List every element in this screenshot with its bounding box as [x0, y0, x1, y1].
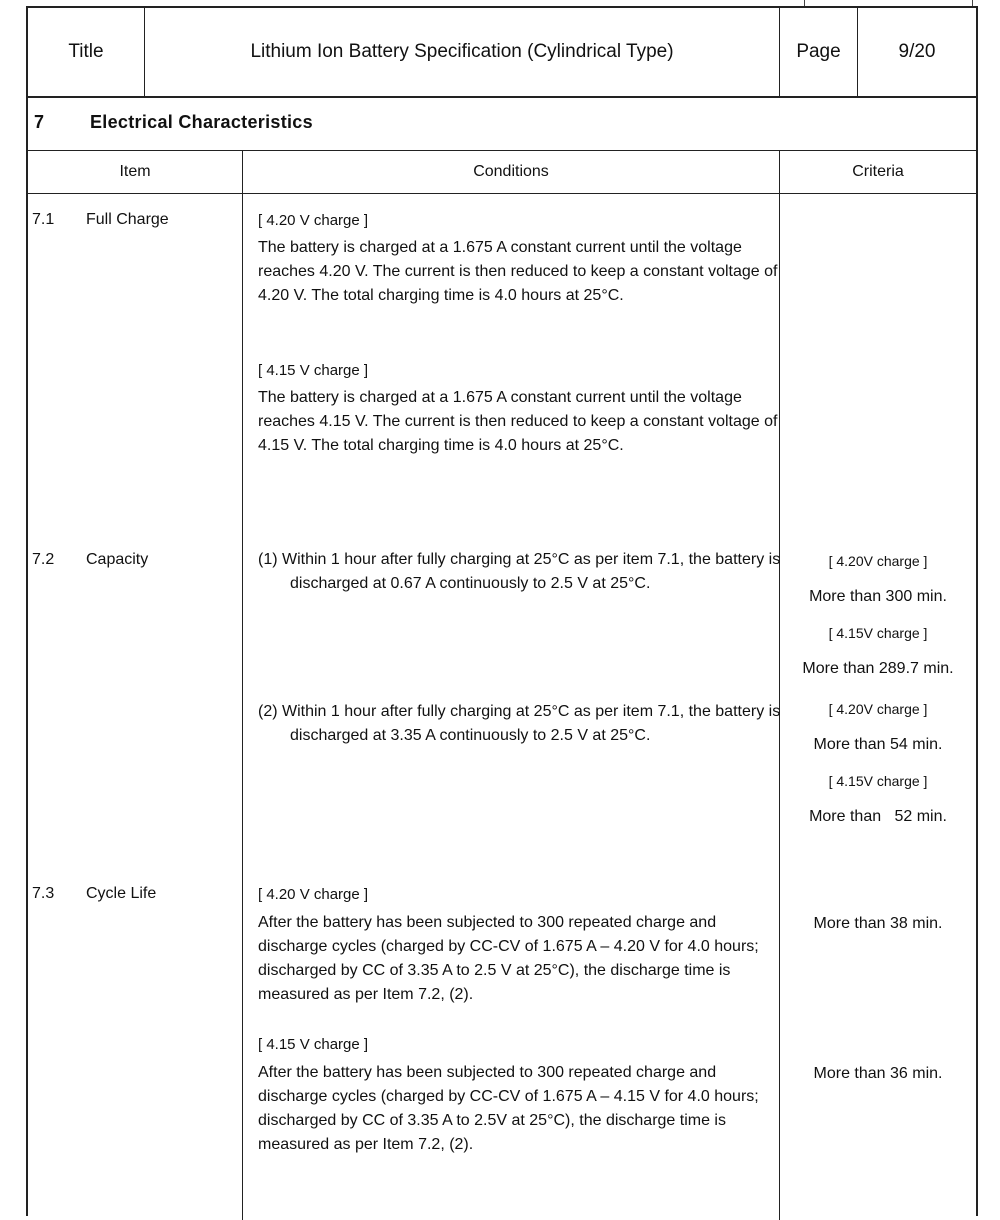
row-7-1-text-420: The battery is charged at a 1.675 A constant current until the voltage reaches 4.20 V. The current is then reduced to keep a constant voltage of 4.20 V. The total charging time is 4.0 hours at 25°C.	[258, 239, 778, 304]
row-7-1-text-415: The battery is charged at a 1.675 A constant current until the voltage reaches 4.15 V. The current is then reduced to keep a constant voltage of 4.15 V. The total charging time is 4.0 hours at 25°C.	[258, 389, 778, 454]
row-7-2-crit1-value-420: More than 300 min.	[809, 588, 947, 605]
row-7-3-text-420: After the battery has been subjected to 300 repeated charge and discharge cycles (charged by CC-CV of 1.675 A – 4.20 V for 4.0 hours; discharged by CC of 3.35 A to 2.5 V at 25°C), the discharge time is measured as per Item 7.2, (2).	[258, 914, 759, 1003]
row-7-2-condition-1: (1) Within 1 hour after fully charging at 25°C as per item 7.1, the battery is discharged at 0.67 A continuously to 2.5 V at 25°C.	[258, 551, 781, 592]
section-title: Electrical Characteristics	[90, 112, 313, 132]
row-7-2-condition-2: (2) Within 1 hour after fully charging at 25°C as per item 7.1, the battery is discharged at 3.35 A continuously to 2.5 V at 25°C.	[258, 703, 781, 744]
row-7-3-text-415: After the battery has been subjected to 300 repeated charge and discharge cycles (charged by CC-CV of 1.675 A – 4.15 V for 4.0 hours; discharged by CC of 3.35 A to 2.5V at 25°C), the discharge time is measured as per Item 7.2, (2).	[258, 1064, 759, 1153]
row-7-2-crit1-value-415: More than 289.7 min.	[802, 660, 954, 677]
row-7-3-crit-415: More than 36 min.	[813, 1065, 943, 1082]
column-header-conditions: Conditions	[473, 163, 549, 180]
row-7-2-crit2-tag-415: [ 4.15V charge ]	[828, 773, 928, 789]
title-label: Title	[68, 41, 104, 62]
section-heading	[34, 112, 313, 133]
row-7-3-tag-420: [ 4.20 V charge ]	[258, 886, 369, 903]
page-label: Page	[796, 41, 841, 62]
document-title: Lithium Ion Battery Specification (Cylindrical Type)	[250, 41, 674, 62]
section-number: 7	[34, 112, 45, 132]
page-number: 9/20	[898, 41, 936, 62]
row-7-1-tag-420: [ 4.20 V charge ]	[258, 212, 369, 229]
row-7-3-number: 7.3	[32, 885, 55, 902]
row-7-3-name: Cycle Life	[86, 885, 157, 902]
row-7-1-name: Full Charge	[86, 211, 169, 228]
row-7-2-number: 7.2	[32, 551, 55, 568]
row-7-2-crit1-tag-420: [ 4.20V charge ]	[828, 553, 928, 569]
row-7-1-number: 7.1	[32, 211, 55, 228]
row-7-2-crit2-tag-420: [ 4.20V charge ]	[828, 701, 928, 717]
spec-page-frame	[26, 6, 978, 1216]
column-header-item: Item	[119, 163, 151, 180]
document-header	[28, 8, 976, 96]
row-7-2-crit2-value-415: More than 52 min.	[809, 808, 947, 825]
row-7-2-crit2-value-420: More than 54 min.	[813, 736, 943, 753]
row-7-2-crit1-tag-415: [ 4.15V charge ]	[828, 625, 928, 641]
column-header-criteria: Criteria	[852, 163, 904, 180]
row-7-3-tag-415: [ 4.15 V charge ]	[258, 1036, 369, 1053]
row-7-1-tag-415: [ 4.15 V charge ]	[258, 362, 369, 379]
row-7-2-name: Capacity	[86, 551, 149, 568]
row-7-3-crit-420: More than 38 min.	[813, 915, 943, 932]
